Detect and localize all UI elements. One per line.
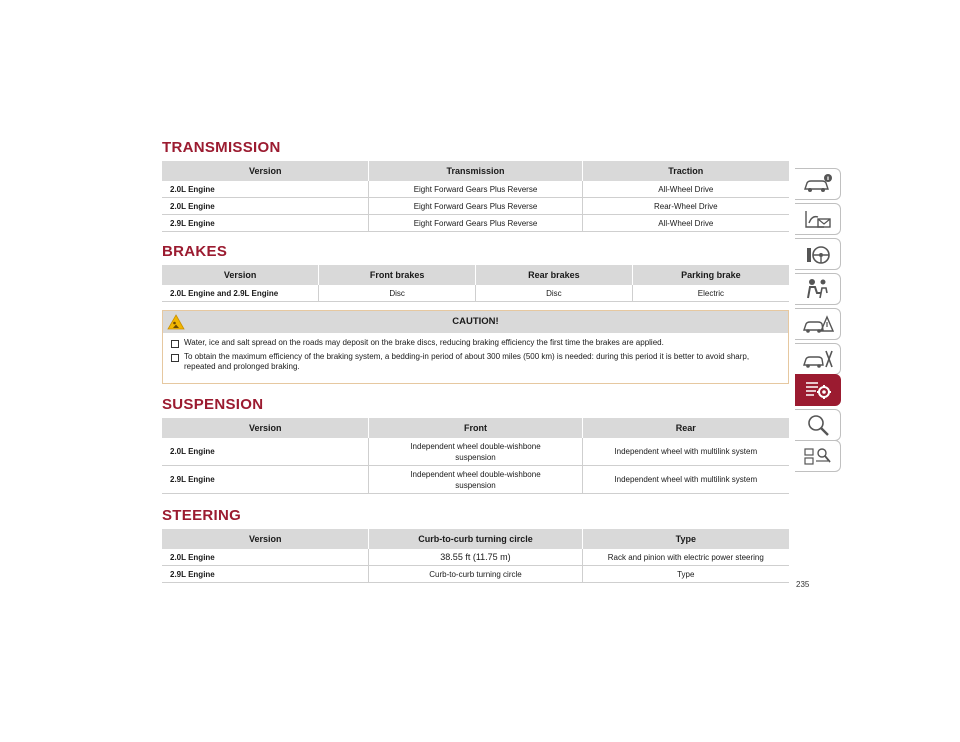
brakes-section xyxy=(162,243,789,302)
table-cell: All-Wheel Drive xyxy=(582,215,789,232)
table-cell: Eight Forward Gears Plus Reverse xyxy=(369,181,582,198)
table-row xyxy=(162,285,789,302)
column-header: Version xyxy=(162,529,369,549)
table-cell: 38.55 ft (11.75 m) xyxy=(369,549,582,566)
car-service-tools-icon xyxy=(802,347,834,371)
table-header-row xyxy=(162,265,789,285)
table-cell: Disc xyxy=(476,285,633,302)
column-header: Rear xyxy=(582,418,789,438)
table-row xyxy=(162,438,789,466)
side-tab-dashboard[interactable] xyxy=(795,203,841,235)
suspension-title: SUSPENSION xyxy=(162,396,264,413)
column-header: Rear brakes xyxy=(476,265,633,285)
steering-wheel-icon xyxy=(802,242,834,266)
technical-data-icon xyxy=(802,378,834,402)
table-cell: Independent wheel double-wishbone suspension xyxy=(369,438,582,466)
table-header-row xyxy=(162,418,789,438)
side-tab-index[interactable] xyxy=(795,440,841,472)
side-tab-driving[interactable] xyxy=(795,238,841,270)
caution-text: Water, ice and salt spread on the roads may deposit on the brake discs, reducing braking efficiency the first time the brakes are applied. xyxy=(184,338,664,347)
caution-item xyxy=(171,338,780,349)
table-header-row xyxy=(162,161,789,181)
table-cell: Curb-to-curb turning circle xyxy=(369,566,582,583)
table-cell: 2.0L Engine xyxy=(162,549,369,566)
caution-item xyxy=(171,352,780,373)
column-header: Version xyxy=(162,161,369,181)
warning-triangle-icon xyxy=(167,314,185,330)
car-warning-icon xyxy=(802,312,834,336)
column-header: Traction xyxy=(582,161,789,181)
side-tab-safety[interactable] xyxy=(795,273,841,305)
transmission-section xyxy=(162,139,789,232)
column-header: Parking brake xyxy=(632,265,789,285)
table-cell: Eight Forward Gears Plus Reverse xyxy=(369,215,582,232)
table-cell: Disc xyxy=(319,285,476,302)
brakes-table xyxy=(162,265,789,302)
side-tab-search[interactable] xyxy=(795,409,841,441)
caution-text: To obtain the maximum efficiency of the braking system, a bedding-in period of about 300 miles (500 km) is needed: during this period it is better to avoid sharp, repeated and prolonged braking. xyxy=(184,351,750,371)
column-header: Front brakes xyxy=(319,265,476,285)
table-row xyxy=(162,181,789,198)
table-cell: Independent wheel with multilink system xyxy=(582,466,789,494)
side-tab-servicing[interactable] xyxy=(795,343,841,375)
table-cell: All-Wheel Drive xyxy=(582,181,789,198)
column-header: Front xyxy=(369,418,582,438)
suspension-table xyxy=(162,418,789,494)
brakes-title: BRAKES xyxy=(162,243,228,260)
table-cell: Independent wheel with multilink system xyxy=(582,438,789,466)
steering-title: STEERING xyxy=(162,507,242,524)
search-icon xyxy=(802,413,834,437)
table-cell: Rack and pinion with electric power steering xyxy=(582,549,789,566)
side-tab-car-info[interactable] xyxy=(795,168,841,200)
column-header: Version xyxy=(162,265,319,285)
table-cell: Independent wheel double-wishbone suspension xyxy=(369,466,582,494)
index-icon xyxy=(802,444,834,468)
table-cell: 2.9L Engine xyxy=(162,566,369,583)
caution-body xyxy=(163,333,788,373)
column-header: Version xyxy=(162,418,369,438)
table-row xyxy=(162,466,789,494)
column-header: Curb-to-curb turning circle xyxy=(369,529,582,549)
table-cell: 2.0L Engine xyxy=(162,181,369,198)
table-cell: Eight Forward Gears Plus Reverse xyxy=(369,198,582,215)
steering-table xyxy=(162,529,789,583)
transmission-table xyxy=(162,161,789,232)
table-cell: Electric xyxy=(632,285,789,302)
table-cell: 2.9L Engine xyxy=(162,466,369,494)
table-cell: Type xyxy=(582,566,789,583)
suspension-section xyxy=(162,396,789,494)
passenger-safety-icon xyxy=(802,277,834,301)
table-row xyxy=(162,549,789,566)
caution-header xyxy=(163,311,788,333)
checkbox-bullet-icon xyxy=(171,354,179,362)
table-header-row xyxy=(162,529,789,549)
caution-title: CAUTION! xyxy=(452,316,499,327)
column-header: Type xyxy=(582,529,789,549)
table-row xyxy=(162,215,789,232)
caution-box xyxy=(162,310,789,384)
table-cell: 2.0L Engine and 2.9L Engine xyxy=(162,285,319,302)
table-cell: 2.0L Engine xyxy=(162,198,369,215)
table-cell: 2.0L Engine xyxy=(162,438,369,466)
checkbox-bullet-icon xyxy=(171,340,179,348)
page-number: 235 xyxy=(796,580,810,589)
table-row xyxy=(162,566,789,583)
side-tab-technical-data[interactable] xyxy=(795,374,841,406)
steering-section xyxy=(162,507,789,583)
table-cell: 2.9L Engine xyxy=(162,215,369,232)
side-tab-emergency[interactable] xyxy=(795,308,841,340)
table-row xyxy=(162,198,789,215)
dashboard-mail-icon xyxy=(802,207,834,231)
transmission-title: TRANSMISSION xyxy=(162,139,281,156)
table-cell: Rear-Wheel Drive xyxy=(582,198,789,215)
column-header: Transmission xyxy=(369,161,582,181)
car-info-icon xyxy=(802,172,834,196)
